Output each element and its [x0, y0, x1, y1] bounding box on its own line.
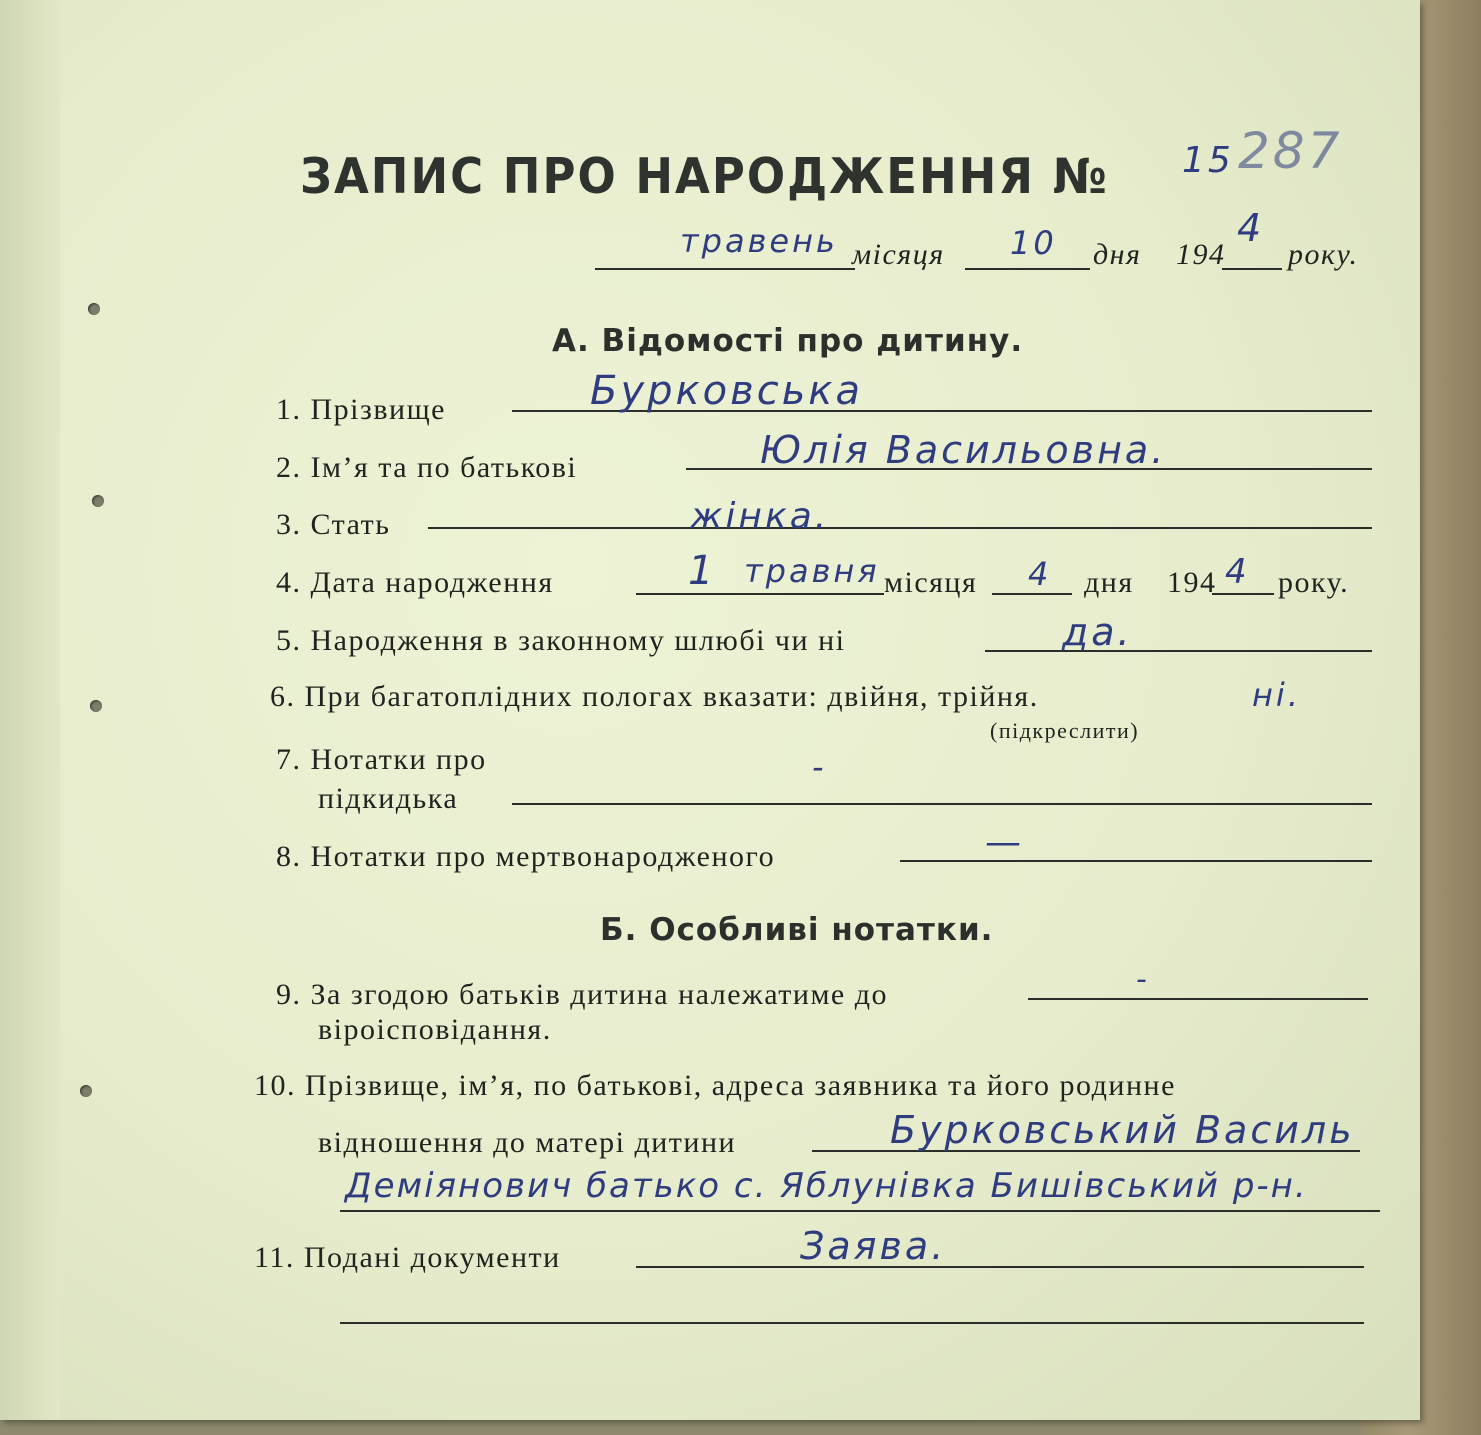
underline — [512, 803, 1372, 805]
surname-label: 1. Прізвище — [276, 393, 446, 426]
surname-value: Бурковська — [590, 368, 863, 414]
record-day-handwritten: 10 — [1010, 224, 1057, 262]
underline — [985, 650, 1372, 652]
underline — [992, 593, 1072, 595]
underline — [340, 1210, 1380, 1212]
applicant-label-line2: відношення до матері дитини — [318, 1126, 737, 1159]
underline — [1028, 998, 1368, 1000]
multiple-birth-note: (підкреслити) — [990, 718, 1140, 743]
record-year-prefix: 194 — [1176, 238, 1226, 271]
foundling-value: - — [812, 748, 827, 786]
marriage-value: да. — [1062, 610, 1133, 654]
marriage-label: 5. Народження в законному шлюбі чи ні — [276, 624, 846, 657]
religion-label-line2: віроісповідання. — [318, 1013, 552, 1046]
underline — [636, 593, 884, 595]
documents-value: Заява. — [800, 1224, 947, 1268]
name-label: 2. Ім’я та по батькові — [276, 451, 578, 484]
religion-label-line1: 9. За згодою батьків дитина належатиме до — [276, 978, 889, 1011]
name-value: Юлія Васильовна. — [760, 428, 1167, 472]
foundling-label-line1: 7. Нотатки про — [276, 743, 487, 776]
stillborn-label: 8. Нотатки про мертвонародженого — [276, 840, 776, 873]
religion-value: - — [1136, 962, 1150, 997]
birth-day-label: дня — [1084, 566, 1134, 599]
birth-month-handwritten: травня — [744, 552, 880, 590]
birth-date-label: 4. Дата народження — [276, 566, 554, 599]
birth-year-digit-handwritten: 4 — [1225, 552, 1250, 592]
birth-handwritten-mark: 4 — [1028, 555, 1052, 593]
multiple-birth-value: ні. — [1252, 676, 1301, 714]
birth-year-prefix: 194 — [1167, 566, 1217, 599]
sex-value: жінка. — [690, 496, 830, 537]
birth-month-label: місяця — [884, 566, 978, 599]
foundling-label-line2: підкидька — [318, 782, 459, 815]
birth-year-label: року. — [1278, 566, 1350, 599]
documents-label: 11. Подані документи — [254, 1241, 561, 1274]
underline — [965, 268, 1090, 270]
applicant-value-line2: Деміянович батько с. Яблунівка Бишівський р-н. — [345, 1166, 1308, 1206]
record-year-digit-handwritten: 4 — [1237, 206, 1265, 250]
record-number: 15 — [1182, 140, 1234, 181]
section-a-heading: А. Відомості про дитину. — [552, 323, 1024, 359]
underline — [1222, 268, 1282, 270]
underline — [1212, 593, 1274, 595]
applicant-label-line1: 10. Прізвище, ім’я, по батькові, адреса заявника та його родинне — [254, 1069, 1176, 1102]
record-month-label: місяця — [852, 238, 945, 271]
record-year-label: року. — [1288, 238, 1359, 271]
underline — [595, 268, 855, 270]
birth-day-handwritten: 1 — [688, 548, 717, 594]
underline — [636, 1266, 1364, 1268]
record-day-label: дня — [1093, 238, 1142, 271]
record-month-handwritten: травень — [680, 222, 838, 260]
section-b-heading: Б. Особливі нотатки. — [600, 912, 994, 948]
stillborn-value: — — [985, 822, 1024, 863]
form-title: ЗАПИС ПРО НАРОДЖЕННЯ № — [300, 147, 1109, 206]
sex-label: 3. Стать — [276, 508, 391, 541]
multiple-birth-label: 6. При багатоплідних пологах вказати: двійня, трійня. — [270, 680, 1039, 713]
record-number-overwritten: 287 — [1238, 122, 1343, 180]
underline — [900, 860, 1372, 862]
underline — [340, 1322, 1364, 1324]
underline — [428, 527, 1372, 529]
applicant-value-line1: Бурковський Василь — [890, 1108, 1355, 1152]
